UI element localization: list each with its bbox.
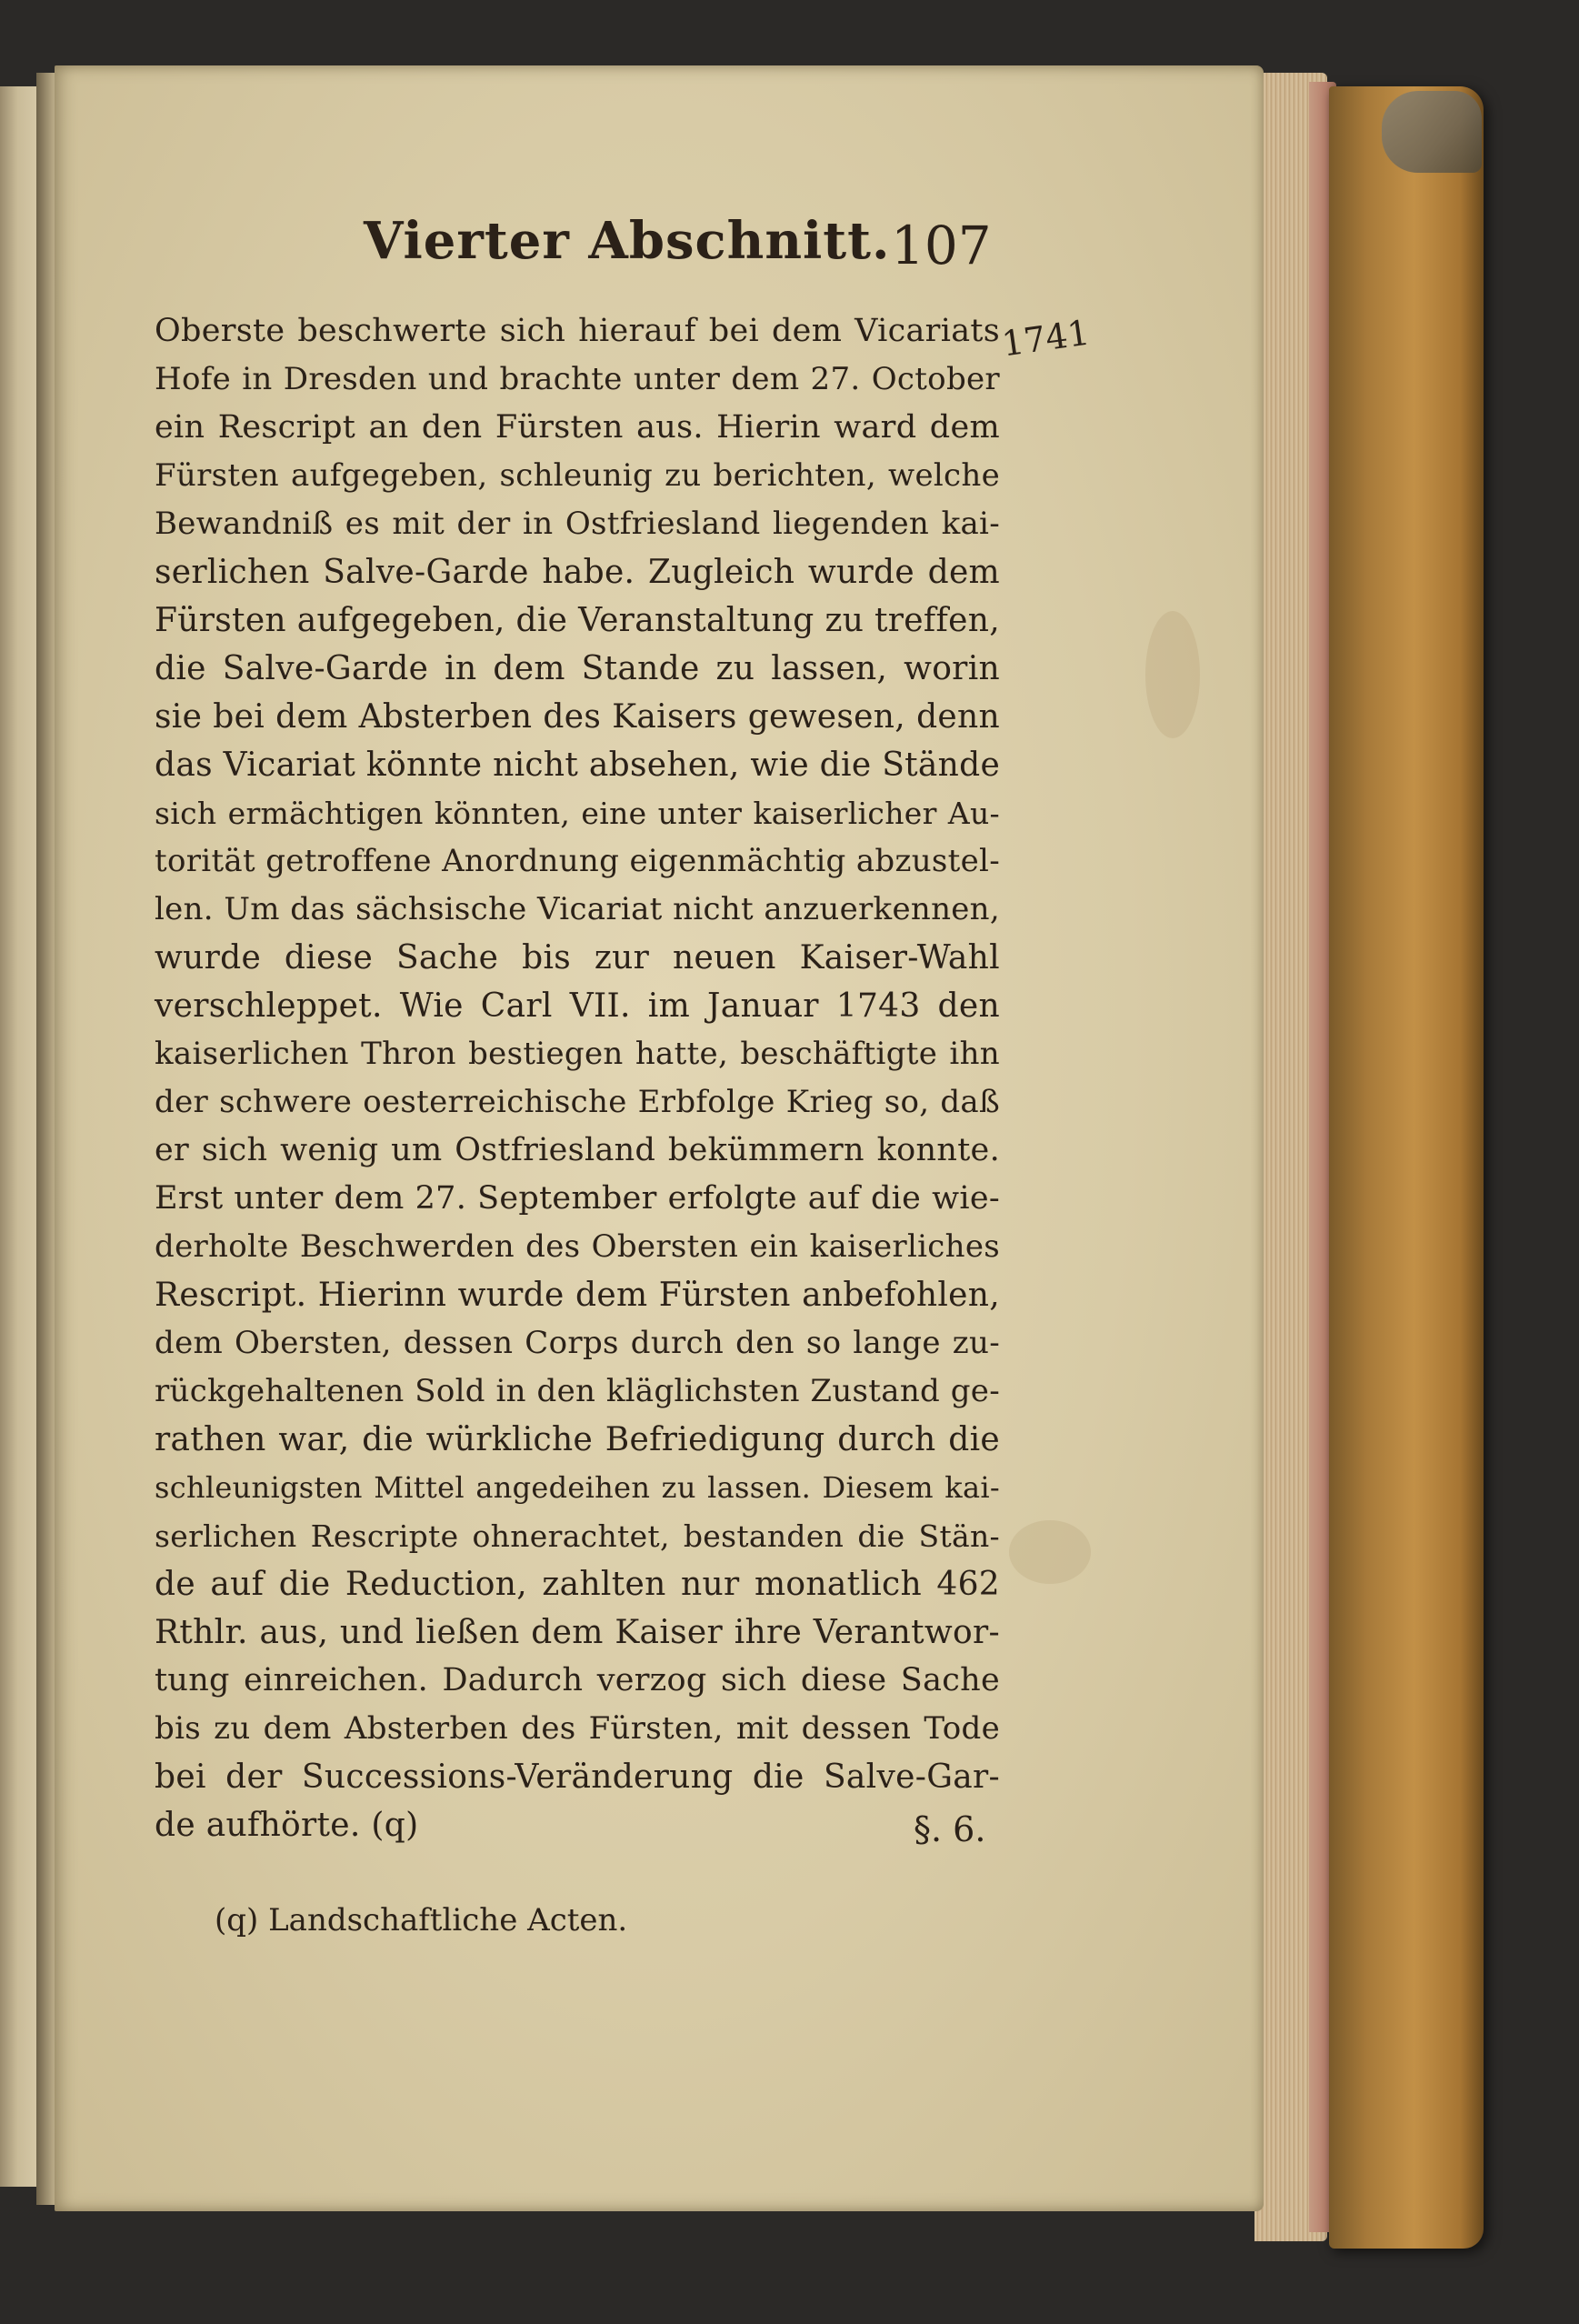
text-line: Rescript. Hierinn wurde dem Fürsten anbefohlen, (155, 1277, 1000, 1314)
text-line: bis zu dem Absterben des Fürsten, mit dessen Tode (155, 1710, 1000, 1747)
paper-stain (1009, 1520, 1091, 1584)
text-line: das Vicariat könnte nicht absehen, wie die Stände (155, 746, 1001, 784)
text-line: rathen war, die würkliche Befriedigung durch die (155, 1421, 1000, 1458)
footnote: (q) Landschaftliche Acten. (215, 1902, 628, 1938)
text-line: de auf die Reduction, zahlten nur monatlich 462 (155, 1566, 1000, 1603)
leather-cover (1329, 86, 1484, 2249)
text-line: der schwere oesterreichische Erbfolge Krieg so, daß (155, 1084, 1000, 1120)
text-line: sich ermächtigen könnten, eine unter kaiserlicher Au- (155, 796, 1000, 831)
text-line: er sich wenig um Ostfriesland bekümmern konnte. (155, 1132, 1000, 1168)
text-line: Bewandniß es mit der in Ostfriesland liegenden kai- (155, 506, 1000, 542)
text-line: serlichen Rescripte ohnerachtet, bestanden die Stän- (155, 1518, 1000, 1554)
text-line: verschleppet. Wie Carl VII. im Januar 1743 den (155, 987, 1000, 1025)
text-line: die Salve-Garde in dem Stande zu lassen, worin (155, 650, 1000, 687)
margin-year-note: 1741 (999, 312, 1093, 365)
text-line: Oberste beschwerte sich hierauf bei dem Vicariats (155, 313, 1000, 349)
text-line: derholte Beschwerden des Obersten ein kaiserliches (155, 1228, 1000, 1265)
text-line: ein Rescript an den Fürsten aus. Hierin ward dem (155, 409, 1000, 446)
text-line: kaiserlichen Thron bestiegen hatte, beschäftigte ihn (155, 1036, 1000, 1072)
text-line: wurde diese Sache bis zur neuen Kaiser-Wahl (155, 939, 1000, 977)
text-line: de aufhörte. (q) (155, 1807, 419, 1844)
text-line: Erst unter dem 27. September erfolgte auf die wie- (155, 1180, 1000, 1217)
section-mark: §. 6. (914, 1809, 986, 1849)
text-line: Fürsten aufgegeben, die Veranstaltung zu treffen, (155, 602, 1000, 639)
text-line: schleunigsten Mittel angedeihen zu lassen. Diesem kai- (155, 1470, 1000, 1505)
text-line: dem Obersten, dessen Corps durch den so lange zu- (155, 1325, 1000, 1361)
text-line: Hofe in Dresden und brachte unter dem 27. October (155, 361, 1000, 397)
paper-stain (1145, 611, 1200, 738)
text-line: Fürsten aufgegeben, schleunig zu berichten, welche (155, 457, 1000, 494)
text-line: len. Um das sächsische Vicariat nicht anzuerkennen, (155, 891, 1000, 927)
running-title: Vierter Abschnitt. (364, 211, 891, 271)
text-line: serlichen Salve-Garde habe. Zugleich wurde dem (155, 554, 1000, 591)
text-line: rückgehaltenen Sold in den kläglichsten Zustand ge- (155, 1373, 1000, 1409)
body-text (155, 307, 1000, 1849)
page-number: 107 (891, 215, 992, 276)
text-line: bei der Successions-Veränderung die Salve-Gar- (155, 1758, 1000, 1796)
text-line: tung einreichen. Dadurch verzog sich diese Sache (155, 1662, 1000, 1698)
text-line: Rthlr. aus, und ließen dem Kaiser ihre Verantwor- (155, 1614, 1000, 1651)
text-line: sie bei dem Absterben des Kaisers gewesen, denn (155, 698, 1000, 736)
text-line: torität getroffene Anordnung eigenmächtig abzustel- (155, 843, 1000, 879)
worn-cover-corner (1382, 91, 1482, 173)
